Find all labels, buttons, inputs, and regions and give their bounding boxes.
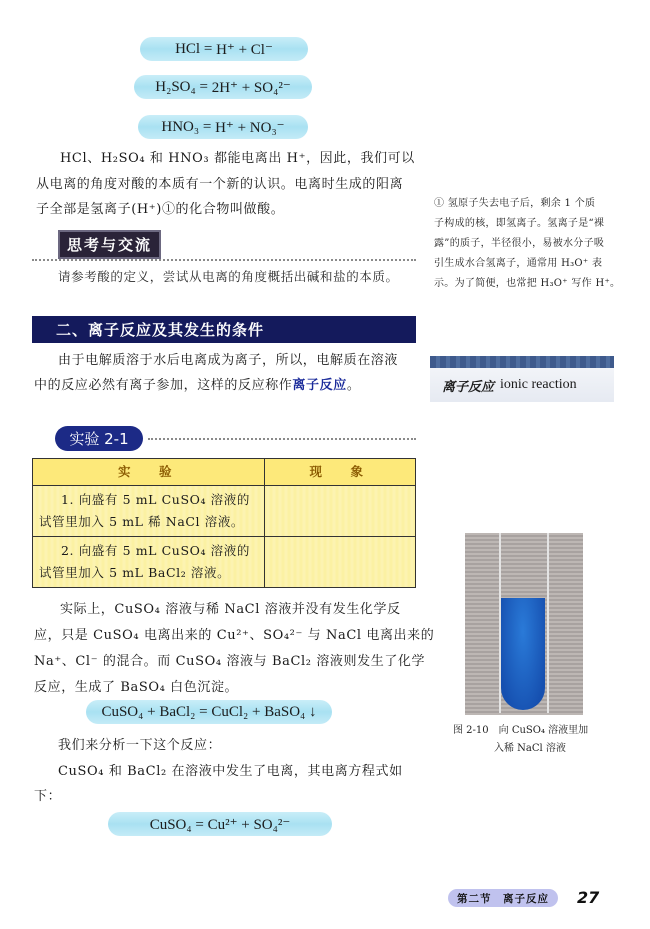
footnote-line4: 引生成水合氢离子，通常用 H₃O⁺ 表 (434, 258, 603, 269)
section-paragraph-suffix: 。 (346, 378, 361, 393)
observation-cell-1 (265, 486, 416, 537)
keyword-ionic-reaction: 离子反应 (292, 378, 347, 393)
copper-sulfate-solution (501, 598, 545, 710)
experiment-step-1 (33, 486, 265, 537)
equals-sign: = (199, 118, 216, 135)
footer-section-label: 第二节 离子反应 (448, 889, 558, 907)
keyword-bar-decoration (430, 356, 614, 368)
table-row (33, 537, 416, 588)
analysis-line4: 反应，生成了 BaSO₄ 白色沉淀。 (34, 680, 239, 695)
equation-h2so4 (134, 75, 312, 99)
after-line3: 下： (34, 789, 62, 804)
keyword-zh: 离子反应 (442, 379, 495, 395)
equation-rhs: 2H⁺ + SO₄²⁻ (211, 79, 291, 96)
experiment-label: 实验 2-1 (55, 426, 143, 451)
analysis-line1: 实际上，CuSO₄ 溶液与稀 NaCl 溶液并没有发生化学反 (60, 602, 401, 617)
acid-paragraph-line2: 从电离的角度对酸的本质有一个新的认识。电离时生成的阳离 (36, 177, 404, 192)
experiment-step-2 (33, 537, 265, 588)
equation-lhs: HNO₃ (161, 118, 200, 135)
equals-sign: = (200, 40, 217, 57)
equation-hno3 (138, 115, 308, 139)
think-prompt: 请参考酸的定义，尝试从电离的角度概括出碱和盐的本质。 (58, 269, 399, 284)
ionization-equation-cuso4: CuSO₄ = Cu²⁺ + SO₄²⁻ (108, 812, 332, 836)
equation-lhs: HCl (175, 40, 201, 57)
footnote-line2: 子构成的核，即氢离子。氢离子是“裸 (434, 218, 605, 229)
step-line2: 试管里加入 5 mL 稀 NaCl 溶液。 (39, 514, 245, 529)
keyword-box (430, 368, 614, 402)
step-line2: 试管里加入 5 mL BaCl₂ 溶液。 (39, 565, 231, 580)
equals-sign: = (195, 78, 212, 95)
dotted-divider (148, 438, 416, 440)
after-line2: CuSO₄ 和 BaCl₂ 在溶液中发生了电离，其电离方程式如 (58, 764, 403, 779)
page-number: 27 (577, 888, 600, 907)
observation-cell-2 (265, 537, 416, 588)
table-row (33, 486, 416, 537)
step-line1: 2. 向盛有 5 mL CuSO₄ 溶液的 (61, 543, 250, 558)
footnote-line1: ① 氢原子失去电子后，剩余 1 个质 (434, 198, 596, 209)
acid-paragraph-line3: 子全部是氢离子(H⁺)①的化合物叫做酸。 (36, 202, 285, 217)
experiment-table (32, 458, 416, 588)
keyword-en: ionic reaction (500, 377, 577, 392)
section-heading: 二、离子反应及其发生的条件 (32, 316, 416, 343)
table-header-row (33, 459, 416, 486)
step-line1: 1. 向盛有 5 mL CuSO₄ 溶液的 (61, 492, 250, 507)
dotted-divider (32, 259, 416, 261)
analysis-line3: Na⁺、Cl⁻ 的混合。而 CuSO₄ 溶液与 BaCl₂ 溶液则发生了化学 (34, 654, 426, 669)
footnote-line3: 露”的质子，半径很小，易被水分子吸 (434, 238, 605, 249)
after-line1: 我们来分析一下这个反应： (58, 738, 222, 753)
header-experiment: 实 验 (33, 459, 265, 486)
test-tube-photo (465, 533, 583, 715)
figure-caption-line1: 图 2-10 向 CuSO₄ 溶液里加 (453, 725, 589, 736)
equation-rhs: H⁺ + Cl⁻ (216, 41, 273, 58)
section-paragraph-line2 (34, 373, 360, 398)
reaction-equation: CuSO₄ + BaCl₂ = CuCl₂ + BaSO₄ ↓ (86, 700, 332, 724)
section-paragraph-line1: 由于电解质溶于水后电离成为离子，所以，电解质在溶液 (58, 353, 399, 368)
acid-paragraph-line1: HCl、H₂SO₄ 和 HNO₃ 都能电离出 H⁺，因此，我们可以 (60, 151, 415, 166)
figure-caption-line2: 入稀 NaCl 溶液 (494, 743, 566, 754)
footnote-line5: 示。为了简便，也常把 H₃O⁺ 写作 H⁺。 (434, 278, 621, 289)
analysis-line2: 应，只是 CuSO₄ 电离出来的 Cu²⁺、SO₄²⁻ 与 NaCl 电离出来的 (34, 628, 435, 643)
think-exchange-heading: 思考与交流 (58, 230, 161, 259)
equation-lhs: H₂SO₄ (155, 78, 196, 95)
equation-hcl (140, 37, 308, 61)
section-paragraph-prefix: 中的反应必然有离子参加，这样的反应称作 (34, 378, 293, 393)
header-observation: 现 象 (265, 459, 416, 486)
equation-rhs: H⁺ + NO₃⁻ (215, 119, 285, 136)
